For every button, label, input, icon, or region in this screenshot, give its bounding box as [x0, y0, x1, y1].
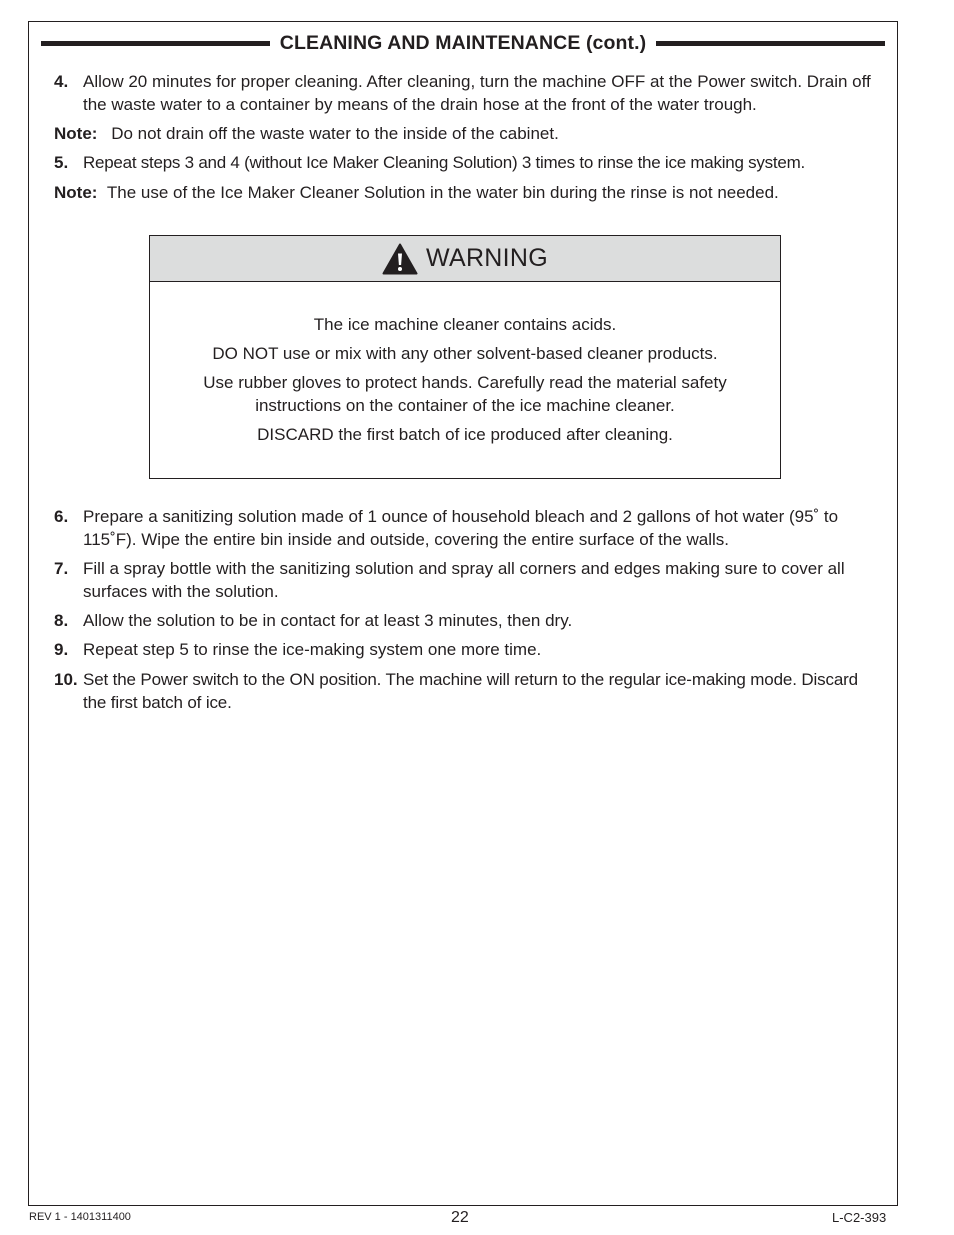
- section-header: [41, 30, 885, 56]
- step-6: [54, 506, 884, 551]
- note-2: [54, 182, 884, 205]
- step-number: 10.: [54, 670, 78, 689]
- note-1: [54, 123, 884, 146]
- step-number: 9.: [54, 640, 69, 659]
- warning-box: [149, 235, 781, 479]
- section-title: CLEANING AND MAINTENANCE (cont.): [279, 31, 647, 54]
- step-4: [54, 71, 884, 116]
- warning-body: [150, 314, 780, 453]
- document-code: L-C2-393: [832, 1210, 887, 1225]
- revision-label: REV 1 - 1401311400: [29, 1211, 131, 1223]
- warning-header: [150, 236, 780, 282]
- note-text: The use of the Ice Maker Cleaner Solution in the water bin during the rinse is not needed.: [106, 183, 779, 202]
- step-text: Fill a spray bottle with the sanitizing solution and spray all corners and edges making sure to cover all surfaces with the solution.: [83, 559, 845, 601]
- warning-triangle-icon: [382, 243, 418, 275]
- step-number: 4.: [54, 72, 69, 91]
- step-number: 7.: [54, 559, 69, 578]
- warning-line: Use rubber gloves to protect hands. Carefully read the material safety instructions on the container of the ice machine cleaner.: [203, 373, 727, 415]
- header-rule-left: [41, 41, 270, 46]
- step-text: Allow the solution to be in contact for at least 3 minutes, then dry.: [83, 611, 573, 630]
- step-text: Repeat step 5 to rinse the ice-making system one more time.: [83, 640, 542, 659]
- note-label: Note:: [54, 124, 98, 143]
- step-text: Set the Power switch to the ON position. The machine will return to the regular ice-making mode. Discard the first batch of ice.: [83, 670, 858, 712]
- page-number: 22: [451, 1209, 469, 1226]
- header-rule-right: [656, 41, 885, 46]
- warning-line: The ice machine cleaner contains acids.: [313, 315, 617, 334]
- step-9: [54, 639, 884, 662]
- step-text: Repeat steps 3 and 4 (without Ice Maker Cleaning Solution) 3 times to rinse the ice making system.: [83, 153, 805, 172]
- step-number: 8.: [54, 611, 69, 630]
- step-10: [54, 669, 884, 714]
- step-text: Allow 20 minutes for proper cleaning. After cleaning, turn the machine OFF at the Power switch. Drain off the waste water to a container by means of the drain hose at the front of the water trough.: [83, 72, 871, 114]
- warning-line: DO NOT use or mix with any other solvent-based cleaner products.: [212, 344, 718, 363]
- step-5: [54, 152, 884, 175]
- step-number: 5.: [54, 153, 69, 172]
- step-text: Prepare a sanitizing solution made of 1 ounce of household bleach and 2 gallons of hot water (95˚ to 115˚F). Wipe the entire bin inside and outside, covering the entire surface of the walls.: [83, 507, 839, 549]
- step-7: [54, 558, 884, 603]
- warning-line: DISCARD the first batch of ice produced after cleaning.: [257, 424, 673, 444]
- note-label: Note:: [54, 183, 98, 202]
- step-number: 6.: [54, 507, 69, 526]
- note-text: Do not drain off the waste water to the inside of the cabinet.: [111, 124, 559, 143]
- step-8: [54, 610, 884, 633]
- warning-title: WARNING: [426, 244, 548, 272]
